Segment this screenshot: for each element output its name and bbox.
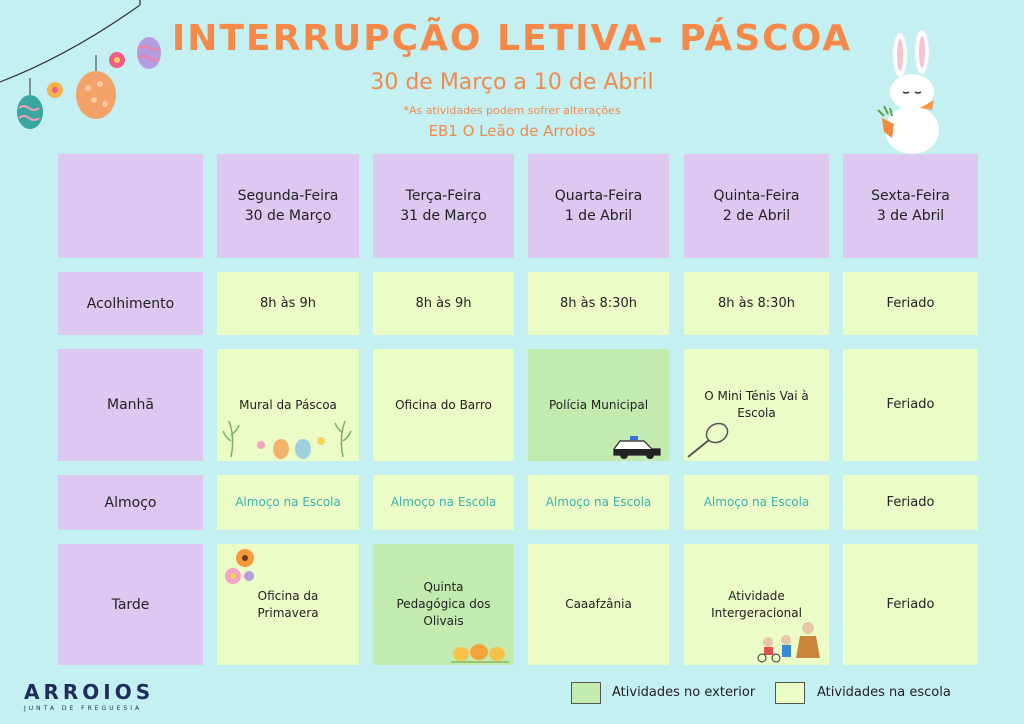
day-header-tuesday: Terça-Feira 31 de Março xyxy=(373,154,514,258)
manha-friday: Feriado xyxy=(843,349,978,461)
bunny-icon xyxy=(870,30,950,155)
acolhimento-tuesday: 8h às 9h xyxy=(373,272,514,335)
chicks-icon xyxy=(449,636,511,664)
spring-flowers-icon xyxy=(219,546,263,590)
tarde-thursday: Atividade Intergeracional xyxy=(684,544,829,665)
tarde-friday: Feriado xyxy=(843,544,978,665)
day-header-thursday: Quinta-Feira 2 de Abril xyxy=(684,154,829,258)
manha-thursday: O Mini Ténis Vai à Escola xyxy=(684,349,829,461)
manha-wednesday: Polícia Municipal xyxy=(528,349,669,461)
day-header-wednesday: Quarta-Feira 1 de Abril xyxy=(528,154,669,258)
legend-outdoor-swatch xyxy=(571,682,601,704)
page-title: INTERRUPÇÃO LETIVA- PÁSCOA xyxy=(171,18,853,59)
almoco-monday: Almoço na Escola xyxy=(217,475,359,530)
tarde-monday: Oficina da Primavera xyxy=(217,544,359,665)
day-header-friday: Sexta-Feira 3 de Abril xyxy=(843,154,978,258)
school-name: EB1 O Leão de Arroios xyxy=(428,122,596,140)
row-label-almoco: Almoço xyxy=(58,475,203,530)
almoco-wednesday: Almoço na Escola xyxy=(528,475,669,530)
arroios-logo: ARROIOS JUNTA DE FREGUESIA xyxy=(24,680,155,712)
row-label-manha: Manhã xyxy=(58,349,203,461)
changes-note: *As atividades podem sofrer alterações xyxy=(403,104,621,117)
legend-school-label: Atividades na escola xyxy=(817,685,951,700)
day-header-monday: Segunda-Feira 30 de Março xyxy=(217,154,359,258)
almoco-tuesday: Almoço na Escola xyxy=(373,475,514,530)
flowers-eggs-icon xyxy=(221,411,355,459)
acolhimento-friday: Feriado xyxy=(843,272,978,335)
tennis-racket-icon xyxy=(684,419,734,459)
row-label-acolhimento: Acolhimento xyxy=(58,272,203,335)
acolhimento-monday: 8h às 9h xyxy=(217,272,359,335)
acolhimento-thursday: 8h às 8:30h xyxy=(684,272,829,335)
manha-monday: Mural da Páscoa xyxy=(217,349,359,461)
page-subtitle: 30 de Março a 10 de Abril xyxy=(370,70,654,95)
almoco-friday: Feriado xyxy=(843,475,978,530)
tarde-tuesday: Quinta Pedagógica dos Olivais xyxy=(373,544,514,665)
row-label-tarde: Tarde xyxy=(58,544,203,665)
manha-tuesday: Oficina do Barro xyxy=(373,349,514,461)
police-car-icon xyxy=(610,433,664,459)
acolhimento-wednesday: 8h às 8:30h xyxy=(528,272,669,335)
grandparent-children-icon xyxy=(756,620,826,664)
corner-cell xyxy=(58,154,203,258)
tarde-wednesday: Caaafzânia xyxy=(528,544,669,665)
easter-bunting-icon xyxy=(0,0,170,135)
legend-outdoor-label: Atividades no exterior xyxy=(612,685,756,700)
legend-school-swatch xyxy=(775,682,805,704)
almoco-thursday: Almoço na Escola xyxy=(684,475,829,530)
